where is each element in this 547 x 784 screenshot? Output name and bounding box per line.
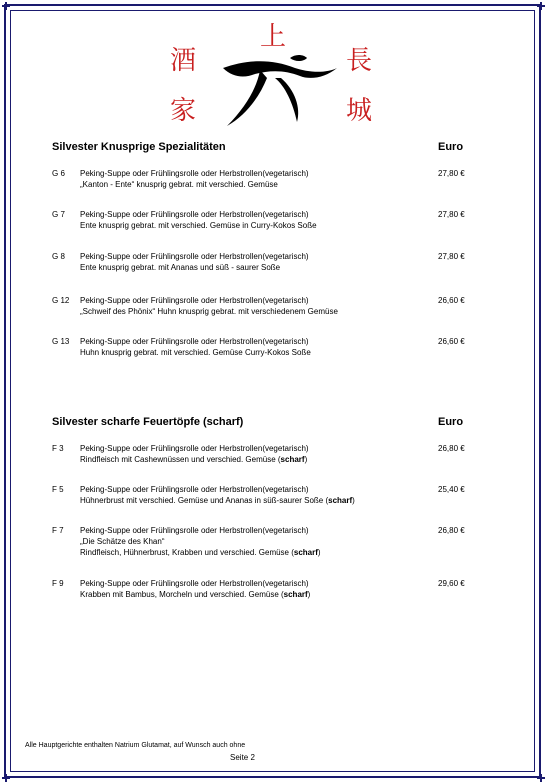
description-line: Peking-Suppe oder Frühlingsrolle oder Herbstrollen(vegetarisch) bbox=[80, 252, 309, 261]
item-code: F 7 bbox=[52, 526, 64, 535]
description-line: Peking-Suppe oder Frühlingsrolle oder Herbstrollen(vegetarisch) bbox=[80, 485, 309, 494]
page-number: Seite 2 bbox=[230, 753, 255, 762]
item-code: F 5 bbox=[52, 485, 64, 494]
logo-char: 城 bbox=[346, 96, 373, 126]
spicy-marker: scharf bbox=[328, 496, 353, 505]
description-line: Peking-Suppe oder Frühlingsrolle oder Herbstrollen(vegetarisch) bbox=[80, 296, 309, 305]
spicy-marker: scharf bbox=[283, 590, 308, 599]
corner-ornament bbox=[537, 2, 545, 10]
item-price: 27,80 € bbox=[438, 169, 465, 178]
description-line: Peking-Suppe oder Frühlingsrolle oder Herbstrollen(vegetarisch) bbox=[80, 579, 309, 588]
item-price: 26,60 € bbox=[438, 296, 465, 305]
description-line: Hühnerbrust mit verschied. Gemüse und Ananas in süß-saurer Soße (scharf) bbox=[80, 496, 355, 505]
item-description bbox=[80, 295, 420, 317]
item-description bbox=[80, 209, 420, 231]
description-line: Peking-Suppe oder Frühlingsrolle oder Herbstrollen(vegetarisch) bbox=[80, 337, 309, 346]
item-price: 25,40 € bbox=[438, 485, 465, 494]
item-price: 27,80 € bbox=[438, 252, 465, 261]
spicy-marker: scharf bbox=[280, 455, 305, 464]
description-line: Rindfleisch, Hühnerbrust, Krabben und verschied. Gemüse (scharf) bbox=[80, 548, 321, 557]
description-line: „Kanton - Ente“ knusprig gebrat. mit verschied. Gemüse bbox=[80, 180, 278, 189]
footnote: Alle Hauptgerichte enthalten Natrium Glutamat, auf Wunsch auch ohne bbox=[25, 742, 246, 749]
item-description bbox=[80, 168, 420, 190]
corner-ornament bbox=[2, 774, 10, 782]
description-line: „Schweif des Phönix“ Huhn knusprig gebrat. mit verschiedenem Gemüse bbox=[80, 307, 338, 316]
item-code: F 9 bbox=[52, 579, 64, 588]
description-line: Peking-Suppe oder Frühlingsrolle oder Herbstrollen(vegetarisch) bbox=[80, 526, 309, 535]
item-description bbox=[80, 251, 420, 273]
item-code: G 6 bbox=[52, 169, 65, 178]
description-line: Ente knusprig gebrat. mit verschied. Gemüse in Curry-Kokos Soße bbox=[80, 221, 317, 230]
spicy-marker: scharf bbox=[293, 548, 318, 557]
logo-char: 上 bbox=[260, 22, 287, 52]
euro-column-header: Euro bbox=[438, 141, 464, 153]
description-line: Peking-Suppe oder Frühlingsrolle oder Herbstrollen(vegetarisch) bbox=[80, 210, 309, 219]
logo-char: 酒 bbox=[170, 46, 197, 76]
euro-column-header: Euro bbox=[438, 416, 464, 428]
restaurant-logo bbox=[160, 18, 390, 133]
logo-char: 長 bbox=[346, 46, 373, 76]
corner-ornament bbox=[537, 774, 545, 782]
description-line: „Die Schätze des Khan“ bbox=[80, 537, 165, 546]
logo-char: 家 bbox=[170, 96, 197, 126]
item-description bbox=[80, 336, 420, 358]
description-line: Peking-Suppe oder Frühlingsrolle oder Herbstrollen(vegetarisch) bbox=[80, 444, 309, 453]
brush-stroke-emblem-icon bbox=[215, 48, 340, 130]
item-code: F 3 bbox=[52, 444, 64, 453]
description-line: Peking-Suppe oder Frühlingsrolle oder Herbstrollen(vegetarisch) bbox=[80, 169, 309, 178]
corner-ornament bbox=[2, 2, 10, 10]
section-title: Silvester Knusprige Spezialitäten bbox=[52, 141, 226, 153]
item-code: G 8 bbox=[52, 252, 65, 261]
item-description bbox=[80, 578, 420, 600]
description-line: Huhn knusprig gebrat. mit verschied. Gemüse Curry-Kokos Soße bbox=[80, 348, 311, 357]
item-price: 26,60 € bbox=[438, 337, 465, 346]
item-price: 26,80 € bbox=[438, 526, 465, 535]
item-description bbox=[80, 443, 420, 465]
item-code: G 13 bbox=[52, 337, 70, 346]
section-title: Silvester scharfe Feuertöpfe (scharf) bbox=[52, 416, 244, 428]
item-code: G 12 bbox=[52, 296, 70, 305]
item-description bbox=[80, 484, 420, 506]
item-code: G 7 bbox=[52, 210, 65, 219]
item-price: 29,60 € bbox=[438, 579, 465, 588]
description-line: Ente knusprig gebrat. mit Ananas und süß - saurer Soße bbox=[80, 263, 281, 272]
description-line: Rindfleisch mit Cashewnüssen und verschied. Gemüse (scharf) bbox=[80, 455, 308, 464]
description-line: Krabben mit Bambus, Morcheln und verschied. Gemüse (scharf) bbox=[80, 590, 311, 599]
item-description bbox=[80, 525, 420, 558]
item-price: 27,80 € bbox=[438, 210, 465, 219]
item-price: 26,80 € bbox=[438, 444, 465, 453]
